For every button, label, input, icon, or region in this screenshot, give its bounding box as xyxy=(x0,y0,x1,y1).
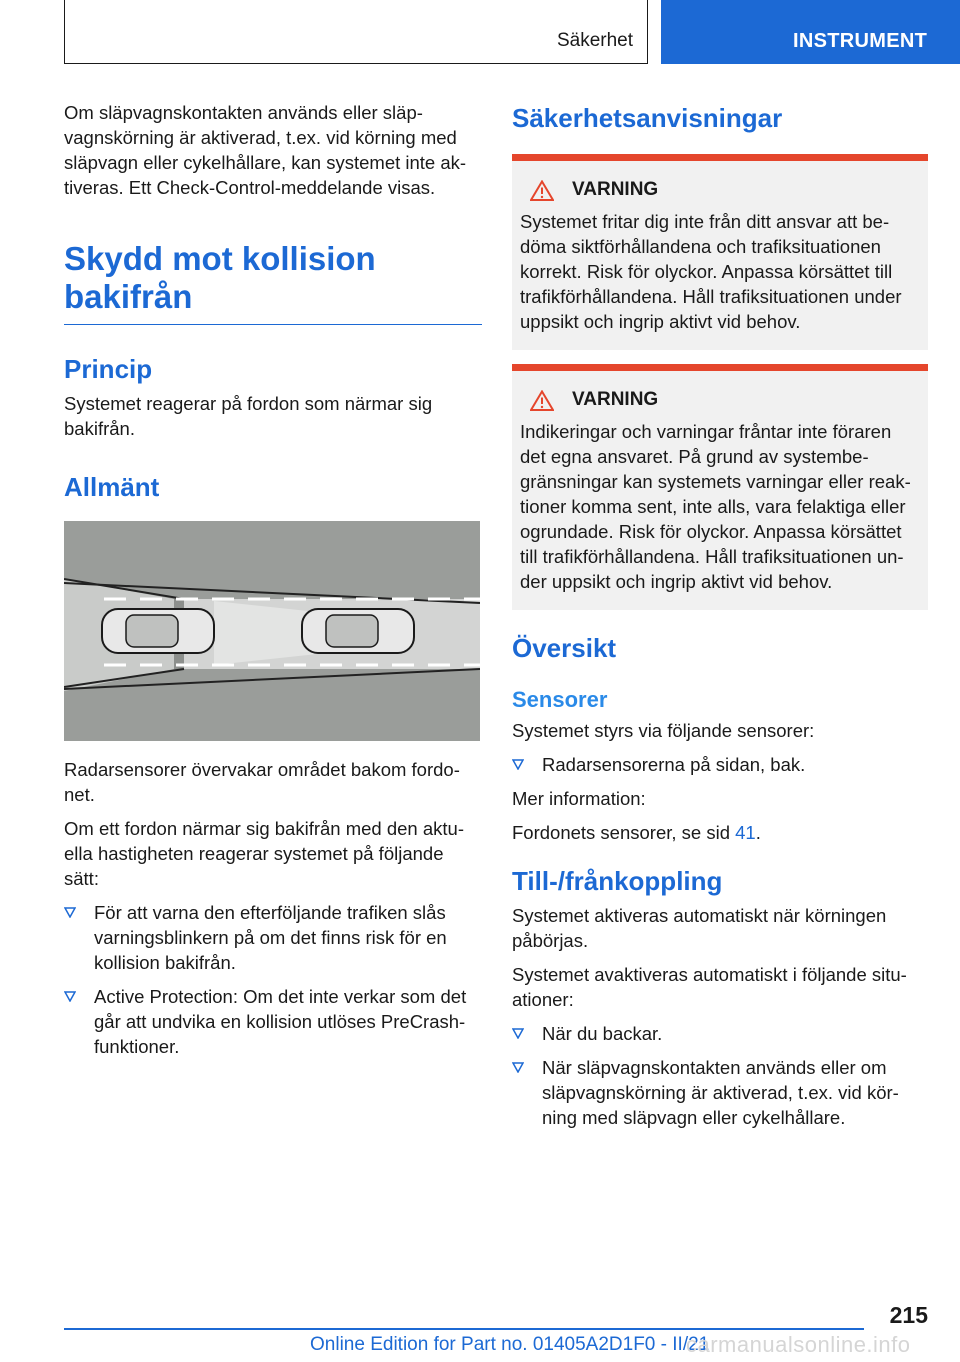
safety-heading: Säkerhetsanvisningar xyxy=(512,103,783,133)
left-column xyxy=(64,100,482,1068)
sensor-reference: Fordonets sensorer, se sid 41. xyxy=(512,822,761,843)
header-section-box xyxy=(64,0,648,64)
till-heading: Till-/frånkoppling xyxy=(512,866,723,896)
warning-title: VARNING xyxy=(572,179,659,200)
list-item: När släpvagnskontakten används eller om släpvagnskörning är aktiverad, t.ex. vid kör-ning med släpvagn eller cykelhållare. xyxy=(512,1055,928,1130)
list-item: Active Protection: Om det inte verkar som det går att undvika en kollision utlöses PreCrash-funktioner. xyxy=(64,984,482,1059)
princip-heading: Princip xyxy=(64,354,153,384)
sensorer-heading: Sensorer xyxy=(512,687,608,712)
edition-text: Online Edition for Part no. 01405A2D1F0 - II/21 xyxy=(310,1334,710,1355)
till-text-2: Systemet avaktiveras automatiskt i följande situ-ationer: xyxy=(512,964,907,1010)
warning-text: Indikeringar och varningar fråntar inte föraren det egna ansvaret. På grund av systembe-gränsningar kan systemets varningar eller reak-tioner komma sent, inte alls, vara felaktiga eller ogrundade. Risk för olyckor. Anpassa körsättet till trafikförhållandena. Håll trafiksituationen un-der uppsikt och ingrip aktivt vid behov. xyxy=(520,421,911,592)
till-text-1: Systemet aktiveras automatiskt när körningen påbörjas. xyxy=(512,905,887,951)
footer-divider xyxy=(64,1328,864,1330)
princip-text: Systemet reagerar på fordon som närmar sig bakifrån. xyxy=(64,393,433,439)
reaction-list xyxy=(64,900,482,1059)
chapter-title: Skydd mot kollision bakifrån xyxy=(64,240,482,325)
right-column xyxy=(512,100,928,1139)
list-item: När du backar. xyxy=(512,1021,928,1046)
sensor-list xyxy=(512,752,928,777)
oversikt-heading: Översikt xyxy=(512,633,617,663)
bullet-triangle-icon xyxy=(64,991,76,1002)
rear-collision-radar-figure xyxy=(64,521,480,741)
warning-box xyxy=(512,364,928,610)
allmant-heading: Allmänt xyxy=(64,472,160,502)
own-car-icon xyxy=(302,609,414,653)
warning-text: Systemet fritar dig inte från ditt ansvar att be-döma siktförhållandena och trafiksituationen korrekt. Risk för olyckor. Anpassa körsättet till trafikförhållandena. Håll trafiksituationen under uppsikt och ingrip aktivt vid behov. xyxy=(520,211,902,332)
bullet-triangle-icon xyxy=(64,907,76,918)
warning-title: VARNING xyxy=(572,389,659,410)
watermark: carmanualsonline.info xyxy=(686,1332,911,1357)
page-reference-link[interactable]: 41 xyxy=(735,822,756,843)
deactivation-list xyxy=(512,1021,928,1130)
section-title: Säkerhet xyxy=(556,30,633,51)
approach-text: Om ett fordon närmar sig bakifrån med den aktu-ella hastigheten reagerar systemet på följande sätt: xyxy=(64,818,464,889)
instrument-tab[interactable]: INSTRUMENT xyxy=(661,0,960,64)
warning-box xyxy=(512,154,928,350)
intro-paragraph: Om släpvagnskontakten används eller släp-vagnskörning är aktiverad, t.ex. vid körning med släpvagn eller cykelhållare, kan systemet inte ak-tiveras. Ett Check-Control-meddelande visas. xyxy=(64,102,467,198)
bullet-triangle-icon xyxy=(512,1028,524,1039)
more-info: Mer information: xyxy=(512,788,646,809)
list-item: För att varna den efterföljande trafiken slås varningsblinkern på om det finns risk för en kollision bakifrån. xyxy=(64,900,482,975)
page-number: 215 xyxy=(889,1302,928,1328)
sensorer-text: Systemet styrs via följande sensorer: xyxy=(512,720,815,741)
rear-car-icon xyxy=(102,609,214,653)
figure-caption: Radarsensorer övervakar området bakom fordo-net. xyxy=(64,759,460,805)
bullet-triangle-icon xyxy=(512,1062,524,1073)
warning-triangle-icon xyxy=(530,180,554,201)
warning-triangle-icon xyxy=(530,390,554,411)
list-item: Radarsensorerna på sidan, bak. xyxy=(512,752,928,777)
bullet-triangle-icon xyxy=(512,759,524,770)
